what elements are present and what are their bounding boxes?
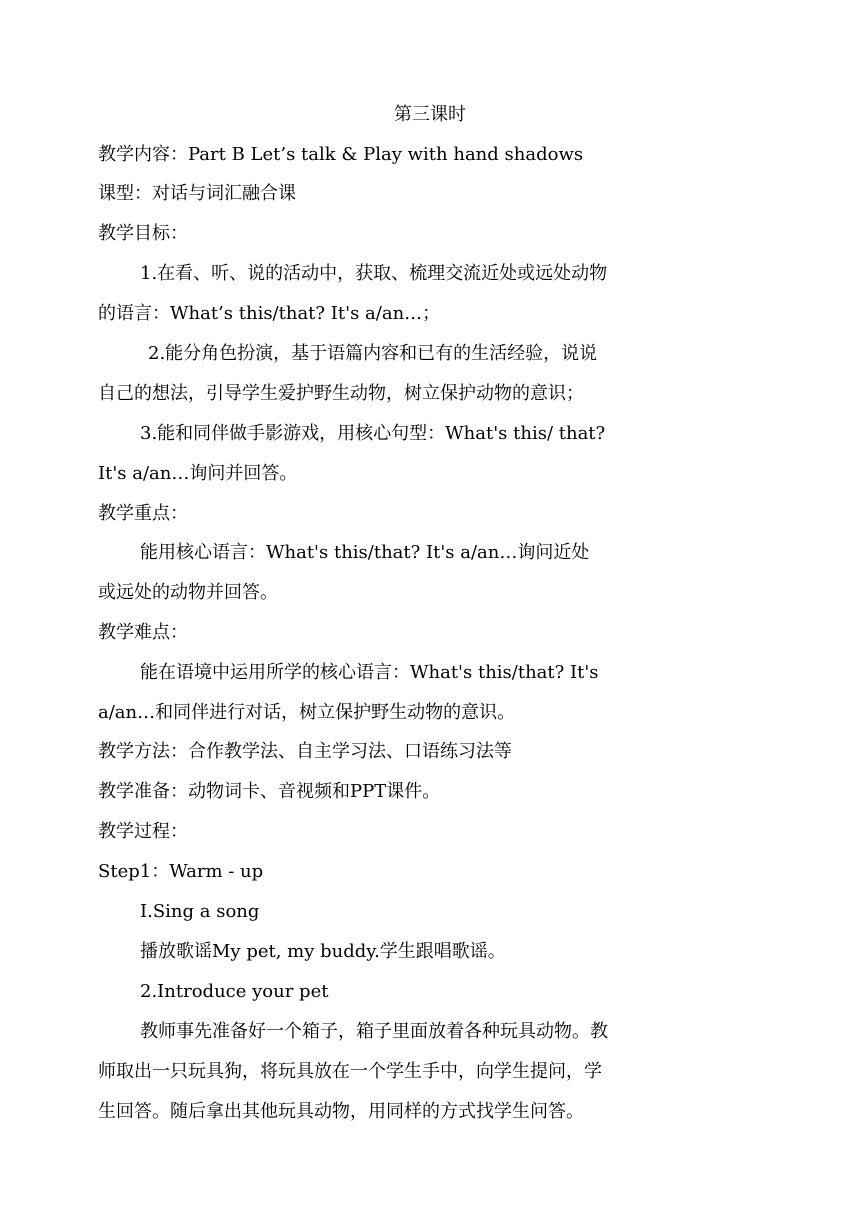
difficulties-line-1: 能在语境中运用所学的核心语言：What's this/that? It's — [140, 662, 599, 683]
key-points-line-2: 或远处的动物并回答。 — [98, 582, 278, 603]
objective-1-line-2: 的语言：What’s this/that? It's a/an…； — [98, 303, 441, 324]
objective-1-line-1: 1.在看、听、说的活动中，获取、梳理交流近处或远处动物 — [140, 263, 608, 284]
difficulties-line-2: a/an…和同伴进行对话，树立保护野生动物的意识。 — [98, 702, 516, 723]
teaching-preparation: 教学准备：动物词卡、音视频和PPT课件。 — [98, 781, 441, 802]
introduce-pet-line-3: 生回答。随后拿出其他玩具动物，用同样的方式找学生问答。 — [98, 1101, 584, 1122]
objective-2-line-1: 2.能分角色扮演，基于语篇内容和已有的生活经验，说说 — [148, 343, 598, 364]
process-heading: 教学过程： — [98, 821, 188, 842]
lesson-type: 课型：对话与词汇融合课 — [98, 183, 296, 204]
objective-3-line-1: 3.能和同伴做手影游戏，用核心句型：What's this/ that? — [140, 423, 606, 444]
step-1-heading: Step1：Warm - up — [98, 861, 264, 882]
objective-2-line-2: 自己的想法，引导学生爱护野生动物，树立保护动物的意识； — [98, 383, 584, 404]
difficulties-heading: 教学难点： — [98, 622, 188, 643]
key-points-heading: 教学重点： — [98, 503, 188, 524]
key-points-line-1: 能用核心语言：What's this/that? It's a/an…询问近处 — [140, 542, 590, 563]
teaching-content: 教学内容：Part B Let’s talk & Play with hand shadows — [98, 144, 584, 165]
objectives-heading: 教学目标： — [98, 223, 188, 244]
sing-song-text: 播放歌谣My pet, my buddy.学生跟唱歌谣。 — [140, 941, 506, 962]
teaching-methods: 教学方法：合作教学法、自主学习法、口语练习法等 — [98, 741, 512, 762]
introduce-pet-line-1: 教师事先准备好一个箱子，箱子里面放着各种玩具动物。教 — [140, 1021, 608, 1042]
lesson-title: 第三课时 — [394, 104, 466, 125]
sing-song-heading: I.Sing a song — [140, 901, 260, 922]
objective-3-line-2: It's a/an…询问并回答。 — [98, 463, 298, 484]
introduce-pet-line-2: 师取出一只玩具狗，将玩具放在一个学生手中，向学生提问，学 — [98, 1061, 602, 1082]
introduce-pet-heading: 2.Introduce your pet — [140, 981, 329, 1002]
